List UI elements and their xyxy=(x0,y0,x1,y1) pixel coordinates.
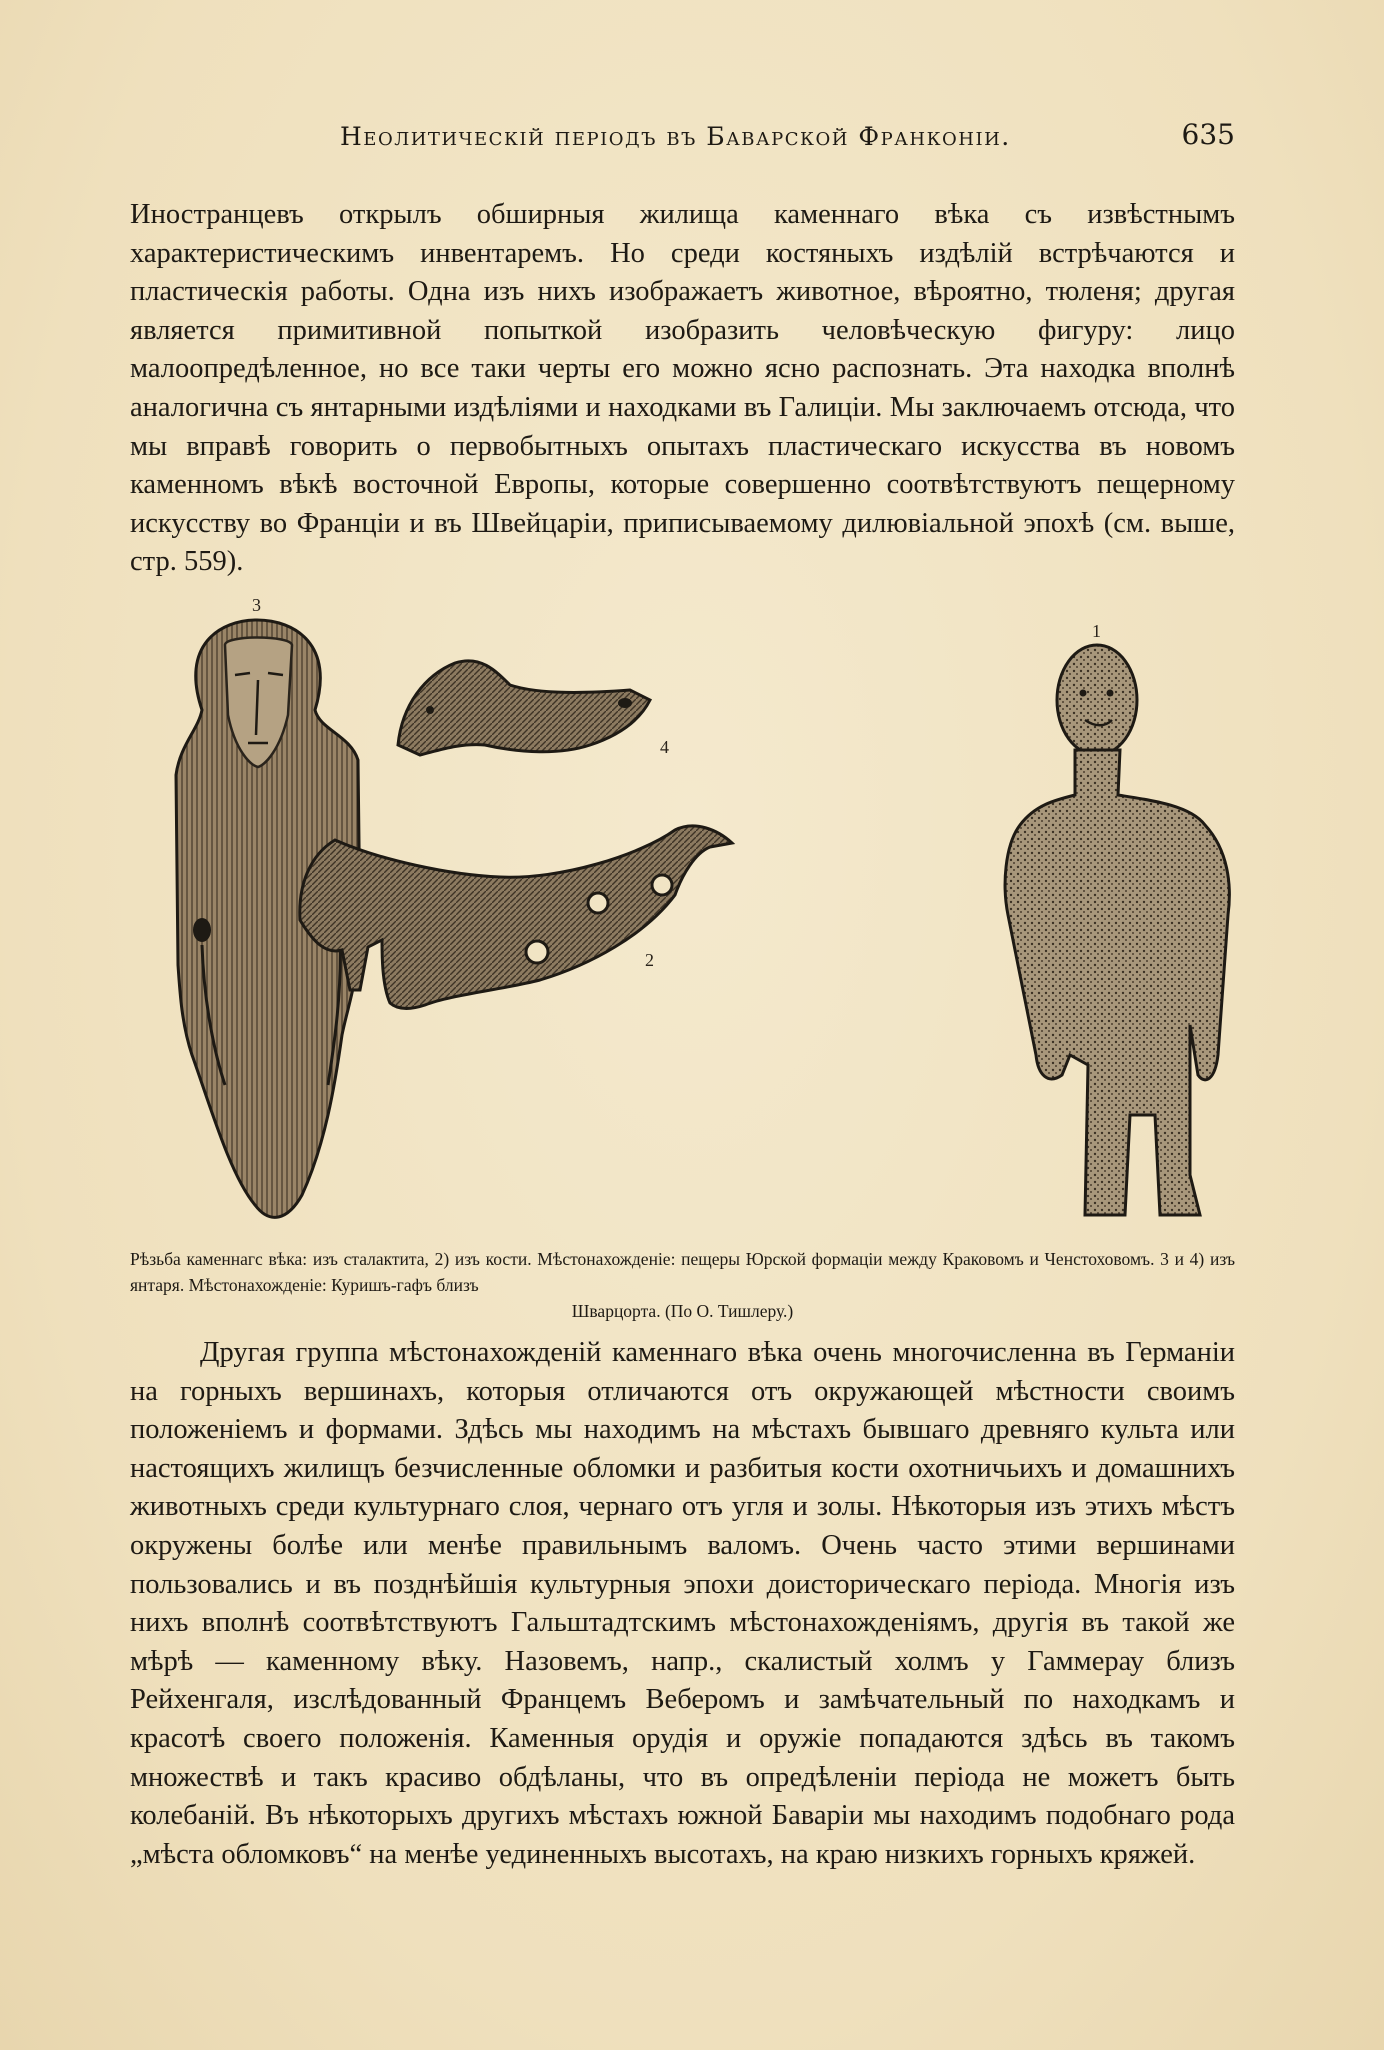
figure-caption xyxy=(130,1246,1235,1324)
page-number: 635 xyxy=(1181,118,1235,151)
figure-2-bone-animal xyxy=(300,826,732,1009)
figure-caption-end: Шварцорта. (По О. Тишлеру.) xyxy=(571,1301,794,1321)
figure-1-stalactite-figure xyxy=(1005,645,1229,1215)
figure-label-1: 1 xyxy=(1092,621,1101,641)
figure-label-4: 4 xyxy=(660,737,669,757)
figure-label-3: 3 xyxy=(252,595,261,615)
figure-carvings xyxy=(120,585,1250,1235)
figure-label-2: 2 xyxy=(645,950,654,970)
paragraph-2-text: Другая группа мѣстонахожденій каменнаго вѣка очень многочисленна въ Германіи на горныхъ вершинахъ, которыя отличаются отъ окружающей мѣстности своимъ положеніемъ и формами. Здѣсь мы находимъ на мѣстахъ бывшаго древняго культа или настоящихъ жилищъ безчисленные обломки и разбитыя кости охотничьихъ и домашнихъ животныхъ среди культурнаго слоя, чернаго отъ угля и золы. Нѣкоторыя изъ этихъ мѣстъ окружены болѣе или менѣе правильнымъ валомъ. Очень часто этими вершинами пользовались и въ позднѣйшія культурныя эпохи доисторическаго періода. Многія изъ нихъ вполнѣ соотвѣтствуютъ Гальштадтскимъ мѣстонахожденіямъ, другія въ такой же мѣрѣ — каменному вѣку. Назовемъ, напр., скалистый холмъ у Гаммерау близъ Рейхенгаля, изслѣдованный Францемъ Веберомъ и замѣчательный по находкамъ и красотѣ своего положенія. Каменныя орудія и оружіе попадаются здѣсь въ такомъ множествѣ и такъ красиво обдѣланы, что въ опредѣленіи періода не можетъ быть колебаній. Въ нѣкоторыхъ другихъ мѣстахъ южной Баваріи мы находимъ подобнаго рода „мѣста обломковъ“ на менѣе уединенныхъ высотахъ, на краю низкихъ горныхъ кряжей. xyxy=(130,1337,1235,1870)
figure-caption-text: Рѣзьба каменнагс вѣка: изъ сталактита, 2) изъ кости. Мѣстонахожденіе: пещеры Юрской формаціи между Краковомъ и Ченстоховомъ. 3 и 4) изъ янтаря. Мѣстонахожденіе: Куришъ-гафъ близъ xyxy=(130,1249,1235,1295)
running-title: Неолитическій періодъ въ Баварской Франконіи. xyxy=(340,122,1011,151)
figure-4-animal-head xyxy=(398,661,650,755)
running-head xyxy=(130,118,1235,158)
figure-illustration xyxy=(120,585,1250,1235)
paragraph-1-text: Иностранцевъ открылъ обширныя жилища каменнаго вѣка съ извѣстнымъ характеристическимъ инвентаремъ. Но среди костяныхъ издѣлій встрѣчаются и пластическія работы. Одна изъ нихъ изображаетъ животное, вѣроятно, тюленя; другая является примитивной попыткой изобразить человѣческую фигуру: лицо малоопредѣленное, но все таки черты его можно ясно распознать. Эта находка вполнѣ аналогична съ янтарными издѣліями и находками въ Галиціи. Мы заключаемъ отсюда, что мы вправѣ говорить о первобытныхъ опытахъ пластическаго искусства въ новомъ каменномъ вѣкѣ восточной Европы, которые совершенно соотвѣтствуютъ пещерному искусству во Франціи и въ Швейцаріи, приписываемому дилювіальной эпохѣ (см. выше, стр. 559). xyxy=(130,199,1235,578)
paragraph-1 xyxy=(130,196,1235,582)
paragraph-2 xyxy=(130,1334,1235,1874)
